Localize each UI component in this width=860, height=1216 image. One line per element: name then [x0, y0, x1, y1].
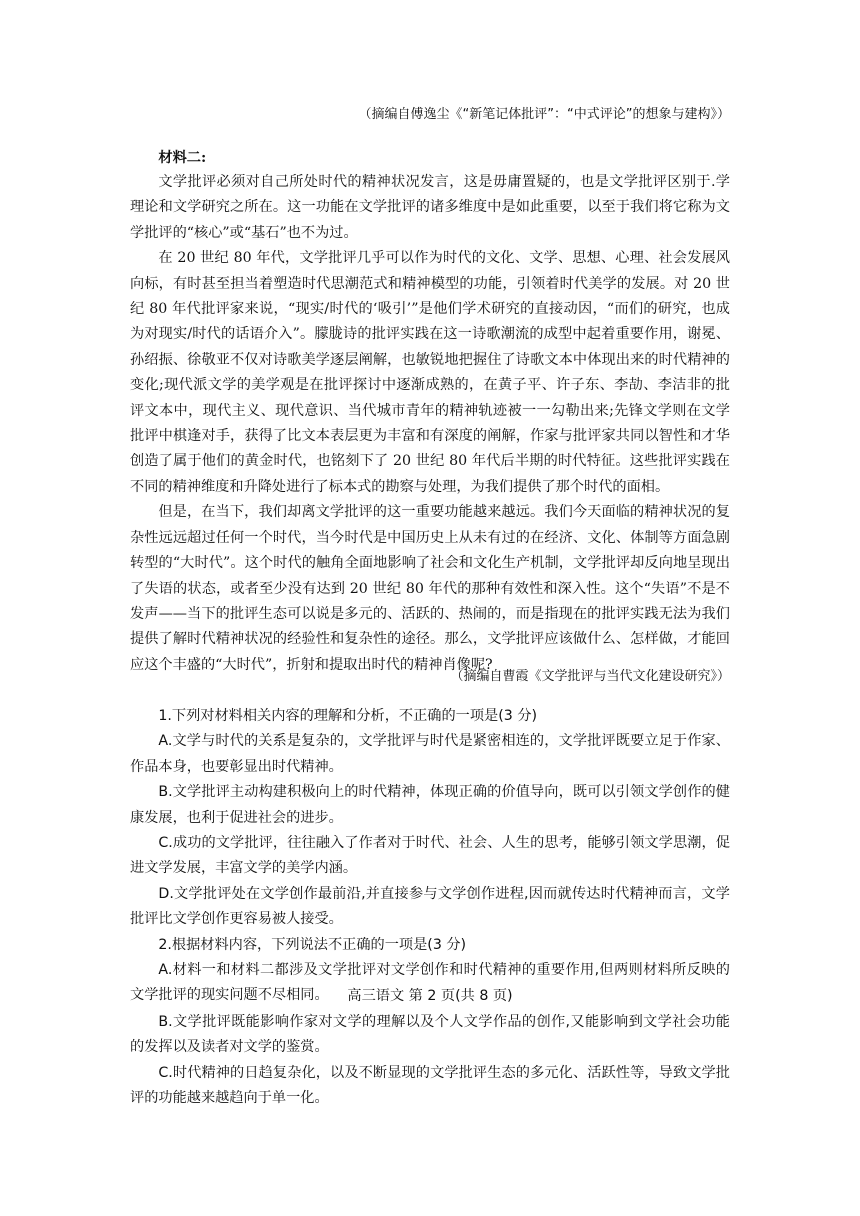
paragraph: 文学批评必须对自己所处时代的精神状况发言，这是毋庸置疑的，也是文学批评区别于.学理论和文学研究之所在。这一功能在文学批评的诸多维度中是如此重要，以至于我们将它称为文学批评的“核心”或“基石”也不为过。 [130, 174, 730, 241]
page-footer: 高三语文 第 2 页(共 8 页) [347, 988, 513, 1004]
paragraph: 在 20 世纪 80 年代，文学批评几乎可以作为时代的文化、文学、思想、心理、社会发展风向标，有时甚至担当着塑造时代思潮范式和精神模型的功能，引领着时代美学的发展。对 20 世纪 80 年代批评家来说，“现实/时代的‘吸引’”是他们学术研究的直接动因，“而们的研究，也成为对现实/时代的话语介入”。朦胧诗的批评实践在这一诗歌潮流的成型中起着重要作用，谢冕、孙绍振、徐敬亚不仅对诗歌美学逐层阐解，也敏锐地把握住了诗歌文本中体现出来的时代精神的变化;现代派文学的美学观是在批评探讨中逐渐成熟的，在黄子平、许子东、李劼、李洁非的批评文本中，现代主义、现代意识、当代城市青年的精神轨迹被一一勾勒出来;先锋文学则在文学批评中棋逢对手，获得了比文本表层更为丰富和有深度的阐解，作家与批评家共同以智性和才华创造了属于他们的黄金时代，也铭刻下了 20 世纪 80 年代后半期的时代特征。这些批评实践在不同的精神维度和升降处进行了标本式的勘察与处理，为我们提供了那个时代的面相。 [130, 250, 730, 495]
question-1-stem: 1.下列对材料相关内容的理解和分析，不正确的一项是(3 分) [158, 708, 538, 724]
paragraph: 但是，在当下，我们却离文学批评的这一重要功能越来越远。我们今天面临的精神状况的复杂性远远超过任何一个时代，当今时代是中国历史上从未有过的在经济、文化、体制等方面急剧转型的“大时代”。这个时代的触角全面地影响了社会和文化生产机制，文学批评却反向地呈现出了失语的状态，或者至少没有达到 20 世纪 80 年代的那种有效性和深入性。这个“失语”不是不发声——当下的批评生态可以说是多元的、活跃的、热闹的，而是指现在的批评实践无法为我们提供了解时代精神状况的经验性和复杂性的途径。那么，文学批评应该做什么、怎样做，才能回应这个丰盛的“大时代”，折射和提取出时代的精神肖像呢? [130, 504, 730, 673]
question-2-stem: 2.根据材料内容，下列说法不正确的一项是(3 分) [158, 936, 467, 953]
material2-heading: 材料二: [158, 150, 207, 166]
question-2-continued [130, 1010, 730, 1112]
source-2-text: （摘编自曹霞《文学批评与当代文化建设研究》） [450, 669, 730, 684]
question-1-option-b: B.文学批评主动构建积极向上的时代精神，体现正确的价值导向，既可以引领文学创作的健康发展，也利于促进社会的进步。 [130, 784, 730, 826]
source-citation-1 [130, 102, 730, 127]
question-1-option-c: C.成功的文学批评，往往融入了作者对于时代、社会、人生的思考，能够引领文学思潮，促进文学发展，丰富文学的美学内涵。 [130, 835, 730, 877]
question-2-option-b: B.文学批评既能影响作家对文学的理解以及个人文学作品的创作,又能影响到文学社会功能的发挥以及读者对文学的鉴赏。 [130, 1014, 730, 1056]
question-2-option-c: C.时代精神的日趋复杂化，以及不断显现的文学批评生态的多元化、活跃性等，导致文学批评的功能越来越趋向于单一化。 [130, 1064, 730, 1107]
question-1-option-a: A.文学与时代的关系是复杂的，文学批评与时代是紧密相连的，文学批评既要立足于作家、作品本身，也要彰显出时代精神。 [130, 733, 730, 775]
question-1-option-d: D.文学批评处在文学创作最前沿,并直接参与文学创作进程,因而就传达时代精神而言，文学批评比文学创作更容易被人接受。 [130, 885, 730, 928]
source-1-text: （摘编自傅逸尘《“新笔记体批评”：“中式评论”的想象与建构》） [358, 107, 730, 122]
material2-body [130, 170, 730, 678]
question-2-option-a: A.材料一和材料二都涉及文学批评对文学创作和时代精神的重要作用,但两则材料所反映的文学批评的现实问题不尽相同。 [130, 962, 730, 1004]
source-citation-2 [130, 664, 730, 689]
question-1 [130, 704, 730, 1009]
